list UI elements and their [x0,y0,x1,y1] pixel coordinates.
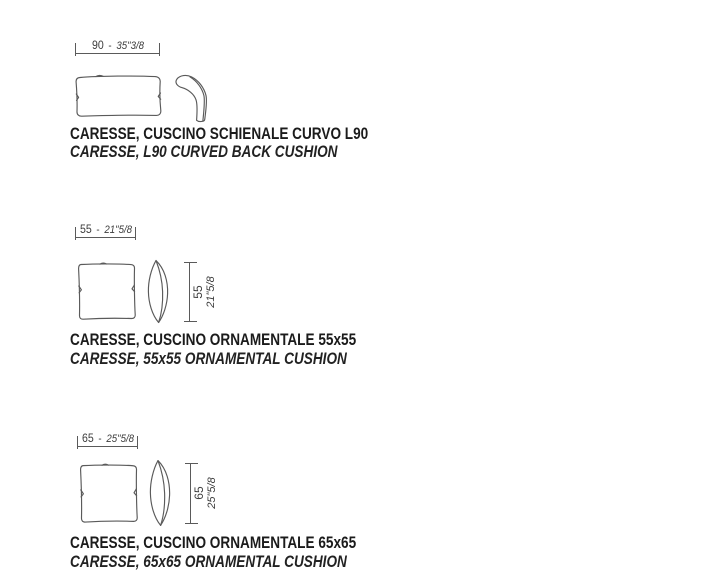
dimension-line [75,53,160,54]
cushion-front-view-drawing [74,260,138,323]
width-dimension-55 [75,221,136,238]
width-metric-value: 55 [79,222,92,236]
dimension-tick [159,43,160,56]
dimension-separator: - [95,224,100,236]
dimension-tick [184,321,197,322]
product-name-italian: CARESSE, CUSCINO ORNAMENTALE 65x65 [70,533,357,552]
back-cushion-side-view-drawing [171,72,209,124]
height-metric-value: 55 [191,285,205,299]
dimension-line [75,237,136,238]
back-cushion-top-view-drawing [72,72,164,122]
height-metric-value: 65 [192,486,206,500]
dimension-separator: - [107,40,112,52]
dimension-tick [185,523,198,524]
cushion-side-view-drawing [148,459,173,527]
product-name-italian: CARESSE, CUSCINO ORNAMENTALE 55x55 [70,330,357,349]
product-name-italian: CARESSE, CUSCINO SCHIENALE CURVO L90 [70,124,369,143]
dimension-tick [135,227,136,240]
product-name-english: CARESSE, 65x65 ORNAMENTAL CUSHION [70,552,347,571]
dimension-tick [184,262,197,263]
cushion-side-view-drawing [146,259,171,324]
dimension-tick [75,43,76,56]
width-dimension-label [79,223,131,236]
product-name-english: CARESSE, L90 CURVED BACK CUSHION [70,142,338,161]
height-dimension-label [193,477,219,508]
width-dimension-label [81,432,133,445]
width-metric-value: 90 [91,38,104,52]
product-name-english: CARESSE, 55x55 ORNAMENTAL CUSHION [70,349,347,368]
dimension-tick [77,436,78,449]
dimension-tick [137,436,138,449]
height-dimension-line [189,262,190,322]
width-metric-value: 65 [81,431,94,445]
dimension-tick [185,463,198,464]
width-dimension-65 [77,430,138,447]
height-dimension-line [190,463,191,524]
height-imperial-value: 21"5/8 [205,276,217,308]
width-imperial-value: 35"3/8 [115,40,144,52]
dimension-line [77,446,138,447]
width-dimension-l90 [75,37,160,54]
width-imperial-value: 25"5/8 [105,433,134,445]
dimension-separator: - [97,433,102,445]
height-dimension-label [192,276,218,307]
cushion-front-view-drawing [76,461,140,526]
dimension-tick [75,227,76,240]
height-imperial-value: 25"5/8 [206,477,218,509]
width-imperial-value: 21"5/8 [103,224,132,236]
width-dimension-label [91,39,143,52]
